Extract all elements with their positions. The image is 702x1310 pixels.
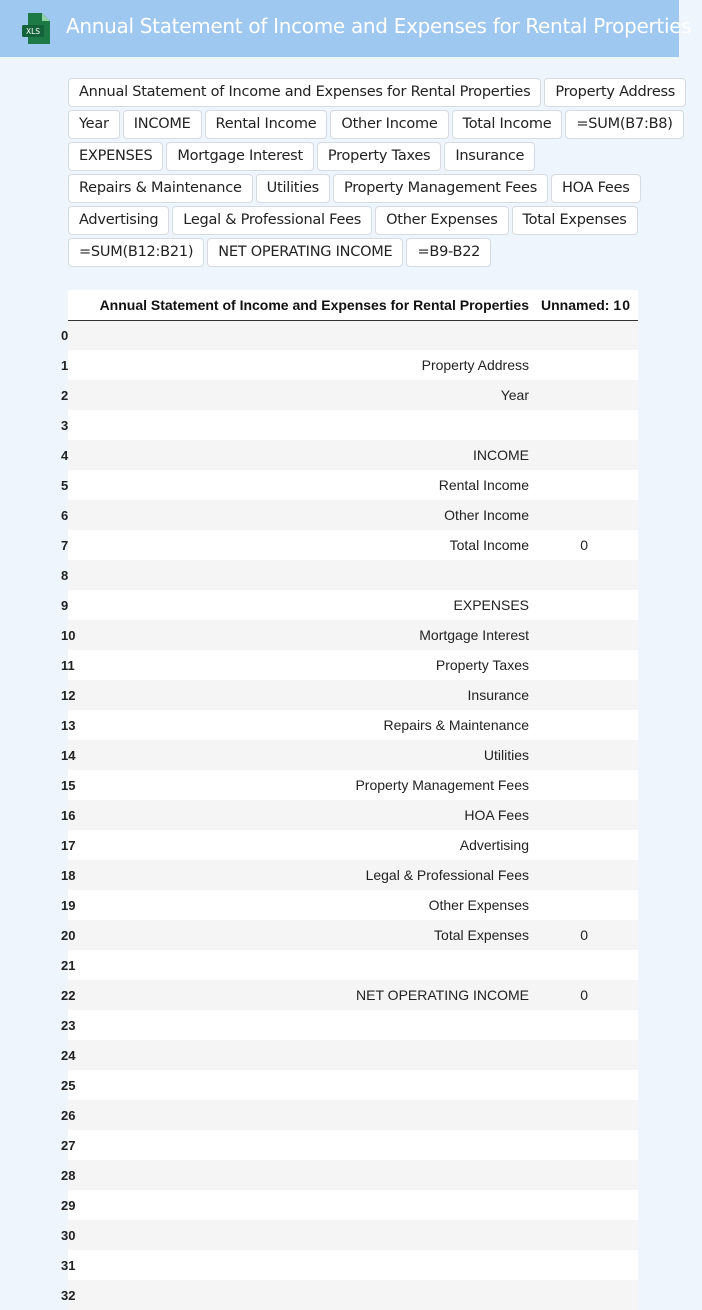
- row-index-cell: [61, 950, 80, 980]
- table-row: [68, 590, 638, 620]
- row-index-cell: [61, 860, 80, 890]
- unnamed-1-cell: [535, 350, 618, 380]
- zero-column-cell: [618, 650, 638, 680]
- table-row: [68, 440, 638, 470]
- row-index-cell: [61, 410, 80, 440]
- title-column-cell: [80, 1280, 535, 1310]
- row-index-cell: [61, 710, 80, 740]
- row-index-label: 9: [61, 597, 69, 613]
- cell-chip[interactable]: Property Taxes: [317, 142, 441, 171]
- unnamed-1-cell: [535, 770, 618, 800]
- cell-chip[interactable]: Other Income: [330, 110, 448, 139]
- cell-chip[interactable]: =SUM(B12:B21): [68, 238, 204, 267]
- unnamed-1-cell: [535, 470, 618, 500]
- table-row: [68, 920, 638, 950]
- title-column-cell: [80, 410, 535, 440]
- zero-column-cell: [618, 560, 638, 590]
- unnamed-1-cell: [535, 1190, 618, 1220]
- table-row: [68, 1250, 638, 1280]
- zero-column-cell: [618, 590, 638, 620]
- table-row: [68, 320, 638, 350]
- cell-chip[interactable]: Advertising: [68, 206, 169, 235]
- cell-chip[interactable]: Repairs & Maintenance: [68, 174, 253, 203]
- row-index-label: 3: [61, 417, 69, 433]
- row-index-label: 0: [61, 327, 69, 343]
- row-index-cell: [61, 440, 80, 470]
- cell-chip-list: [68, 78, 702, 267]
- title-column-cell: Insurance: [80, 680, 535, 710]
- row-index-cell: [61, 1130, 80, 1160]
- unnamed-1-cell: [535, 410, 618, 440]
- table-row: [68, 770, 638, 800]
- cell-chip[interactable]: Legal & Professional Fees: [172, 206, 372, 235]
- title-column-cell: Total Income: [80, 530, 535, 560]
- unnamed-1-cell: [535, 440, 618, 470]
- row-index-label: 16: [61, 807, 76, 823]
- unnamed-1-cell: [535, 560, 618, 590]
- unnamed-1-cell: [535, 1220, 618, 1250]
- title-column-cell: [80, 1100, 535, 1130]
- title-column-cell: [80, 950, 535, 980]
- row-index-label: 30: [61, 1227, 76, 1243]
- unnamed-1-cell: [535, 500, 618, 530]
- cell-chip[interactable]: EXPENSES: [68, 142, 163, 171]
- title-column-cell: Legal & Professional Fees: [80, 860, 535, 890]
- title-column-cell: [80, 320, 535, 350]
- title-column-cell: Property Taxes: [80, 650, 535, 680]
- row-index-cell: [61, 650, 80, 680]
- zero-column-cell: [618, 1010, 638, 1040]
- table-row: [68, 650, 638, 680]
- zero-column-cell: [618, 1100, 638, 1130]
- zero-column-cell: [618, 1280, 638, 1310]
- row-index-cell: [61, 590, 80, 620]
- row-index-label: 29: [61, 1197, 76, 1213]
- index-column-header: [68, 290, 80, 320]
- row-index-cell: [61, 470, 80, 500]
- row-index-cell: [61, 1100, 80, 1130]
- row-index-cell: [61, 830, 80, 860]
- row-index-cell: [61, 500, 80, 530]
- cell-chip[interactable]: Other Expenses: [375, 206, 508, 235]
- xls-icon-label: XLS: [25, 27, 41, 36]
- row-index-cell: [61, 1220, 80, 1250]
- row-index-cell: [61, 320, 80, 350]
- row-index-label: 26: [61, 1107, 76, 1123]
- row-index-cell: [61, 1040, 80, 1070]
- row-index-cell: [61, 1280, 80, 1310]
- row-index-label: 17: [61, 837, 76, 853]
- cell-chip[interactable]: HOA Fees: [551, 174, 641, 203]
- unnamed-1-cell: [535, 1100, 618, 1130]
- zero-column-cell: [618, 1160, 638, 1190]
- row-index-label: 27: [61, 1137, 76, 1153]
- row-index-label: 23: [61, 1017, 76, 1033]
- column-header-0: 0: [618, 290, 638, 320]
- table-row: [68, 830, 638, 860]
- zero-column-cell: [618, 1220, 638, 1250]
- unnamed-1-cell: [535, 1040, 618, 1070]
- cell-chip[interactable]: Annual Statement of Income and Expenses for Rental Properties: [68, 78, 541, 107]
- zero-column-cell: [618, 830, 638, 860]
- unnamed-1-cell: [535, 380, 618, 410]
- title-column-cell: Year: [80, 380, 535, 410]
- table-row: [68, 740, 638, 770]
- zero-column-cell: [618, 320, 638, 350]
- row-index-label: 28: [61, 1167, 76, 1183]
- table-row: [68, 410, 638, 440]
- cell-chip[interactable]: Mortgage Interest: [166, 142, 313, 171]
- row-index-cell: [61, 800, 80, 830]
- title-column-cell: [80, 1070, 535, 1100]
- table-row: [68, 620, 638, 650]
- row-index-cell: [61, 740, 80, 770]
- table-row: [68, 710, 638, 740]
- row-index-cell: [61, 1160, 80, 1190]
- row-index-label: 6: [61, 507, 69, 523]
- row-index-label: 2: [61, 387, 69, 403]
- table-row: [68, 680, 638, 710]
- unnamed-1-cell: [535, 1010, 618, 1040]
- row-index-cell: [61, 980, 80, 1010]
- zero-column-cell: [618, 1250, 638, 1280]
- cell-chip[interactable]: Year: [68, 110, 120, 139]
- app-header: [0, 0, 692, 57]
- table-row: [68, 890, 638, 920]
- column-header-unnamed-1: Unnamed: 1: [535, 290, 618, 320]
- row-index-label: 8: [61, 567, 69, 583]
- zero-column-cell: [618, 680, 638, 710]
- unnamed-1-cell: 0: [535, 920, 618, 950]
- table-row: [68, 560, 638, 590]
- unnamed-1-cell: 0: [535, 980, 618, 1010]
- zero-column-cell: [618, 860, 638, 890]
- sheet-table-container: [61, 290, 638, 1310]
- title-column-cell: Utilities: [80, 740, 535, 770]
- table-row: [68, 1010, 638, 1040]
- title-column-cell: HOA Fees: [80, 800, 535, 830]
- row-index-label: 19: [61, 897, 76, 913]
- row-index-cell: [61, 1190, 80, 1220]
- row-index-label: 32: [61, 1287, 76, 1303]
- title-column-cell: Other Income: [80, 500, 535, 530]
- table-row: [68, 980, 638, 1010]
- table-row: [68, 800, 638, 830]
- zero-column-cell: [618, 920, 638, 950]
- row-index-cell: [61, 380, 80, 410]
- title-column-cell: [80, 1160, 535, 1190]
- table-row: [68, 500, 638, 530]
- row-index-label: 15: [61, 777, 76, 793]
- table-row: [68, 1040, 638, 1070]
- unnamed-1-cell: [535, 740, 618, 770]
- title-column-cell: [80, 1250, 535, 1280]
- xls-file-icon: [22, 13, 50, 44]
- table-row: [68, 1220, 638, 1250]
- title-column-cell: [80, 1040, 535, 1070]
- zero-column-cell: [618, 440, 638, 470]
- unnamed-1-cell: [535, 320, 618, 350]
- table-row: [68, 470, 638, 500]
- row-index-cell: [61, 530, 80, 560]
- table-body: [61, 320, 638, 1310]
- zero-column-cell: [618, 800, 638, 830]
- zero-column-cell: [618, 1190, 638, 1220]
- zero-column-cell: [618, 770, 638, 800]
- table-row: [68, 530, 638, 560]
- row-index-cell: [61, 560, 80, 590]
- unnamed-1-cell: [535, 860, 618, 890]
- title-column-cell: NET OPERATING INCOME: [80, 980, 535, 1010]
- cell-chip[interactable]: Rental Income: [205, 110, 328, 139]
- title-column-cell: Repairs & Maintenance: [80, 710, 535, 740]
- zero-column-cell: [618, 950, 638, 980]
- table-row: [68, 1280, 638, 1310]
- table-row: [68, 380, 638, 410]
- title-column-cell: Other Expenses: [80, 890, 535, 920]
- sheet-table: [61, 290, 638, 1310]
- title-column-cell: Property Management Fees: [80, 770, 535, 800]
- unnamed-1-cell: [535, 800, 618, 830]
- unnamed-1-cell: [535, 1130, 618, 1160]
- column-header-title: Annual Statement of Income and Expenses for Rental Properties: [80, 290, 535, 320]
- row-index-label: 14: [61, 747, 76, 763]
- cell-chip[interactable]: =B9-B22: [406, 238, 491, 267]
- cell-chip[interactable]: Utilities: [256, 174, 330, 203]
- row-index-label: 22: [61, 987, 76, 1003]
- title-column-cell: INCOME: [80, 440, 535, 470]
- unnamed-1-cell: [535, 710, 618, 740]
- title-column-cell: [80, 1190, 535, 1220]
- table-row: [68, 860, 638, 890]
- unnamed-1-cell: [535, 950, 618, 980]
- title-column-cell: [80, 1220, 535, 1250]
- row-index-label: 7: [61, 537, 69, 553]
- row-index-label: 18: [61, 867, 76, 883]
- table-row: [68, 350, 638, 380]
- cell-chip[interactable]: Total Income: [452, 110, 563, 139]
- unnamed-1-cell: [535, 680, 618, 710]
- row-index-label: 25: [61, 1077, 76, 1093]
- title-column-cell: [80, 560, 535, 590]
- row-index-cell: [61, 770, 80, 800]
- cell-chip[interactable]: Insurance: [444, 142, 535, 171]
- zero-column-cell: [618, 350, 638, 380]
- row-index-cell: [61, 890, 80, 920]
- row-index-cell: [61, 1010, 80, 1040]
- cell-chip[interactable]: Total Expenses: [512, 206, 638, 235]
- zero-column-cell: [618, 380, 638, 410]
- zero-column-cell: [618, 500, 638, 530]
- table-header-row: [68, 290, 638, 320]
- unnamed-1-cell: [535, 620, 618, 650]
- zero-column-cell: [618, 1130, 638, 1160]
- cell-chip[interactable]: INCOME: [123, 110, 202, 139]
- title-column-cell: [80, 1130, 535, 1160]
- row-index-label: 31: [61, 1257, 76, 1273]
- row-index-label: 10: [61, 627, 76, 643]
- table-row: [68, 1190, 638, 1220]
- row-index-label: 4: [61, 447, 69, 463]
- page-title: Annual Statement of Income and Expenses for Rental Properties: [66, 14, 692, 38]
- row-index-label: 1: [61, 357, 69, 373]
- table-row: [68, 950, 638, 980]
- title-column-cell: Mortgage Interest: [80, 620, 535, 650]
- zero-column-cell: [618, 1070, 638, 1100]
- row-index-label: 21: [61, 957, 76, 973]
- zero-column-cell: [618, 410, 638, 440]
- table-row: [68, 1100, 638, 1130]
- zero-column-cell: [618, 470, 638, 500]
- row-index-label: 24: [61, 1047, 76, 1063]
- row-index-label: 20: [61, 927, 76, 943]
- cell-chip[interactable]: Property Management Fees: [333, 174, 548, 203]
- row-index-cell: [61, 1250, 80, 1280]
- title-column-cell: Rental Income: [80, 470, 535, 500]
- title-column-cell: Property Address: [80, 350, 535, 380]
- title-column-cell: Total Expenses: [80, 920, 535, 950]
- unnamed-1-cell: [535, 1250, 618, 1280]
- zero-column-cell: [618, 980, 638, 1010]
- unnamed-1-cell: [535, 1280, 618, 1310]
- title-column-cell: Advertising: [80, 830, 535, 860]
- row-index-cell: [61, 920, 80, 950]
- unnamed-1-cell: [535, 830, 618, 860]
- row-index-cell: [61, 620, 80, 650]
- unnamed-1-cell: [535, 650, 618, 680]
- title-column-cell: [80, 1010, 535, 1040]
- row-index-label: 11: [61, 657, 75, 673]
- unnamed-1-cell: [535, 1070, 618, 1100]
- unnamed-1-cell: [535, 890, 618, 920]
- table-row: [68, 1130, 638, 1160]
- row-index-cell: [61, 1070, 80, 1100]
- row-index-label: 12: [61, 687, 76, 703]
- zero-column-cell: [618, 710, 638, 740]
- unnamed-1-cell: [535, 1160, 618, 1190]
- row-index-label: 5: [61, 477, 69, 493]
- unnamed-1-cell: [535, 590, 618, 620]
- zero-column-cell: [618, 740, 638, 770]
- cell-chip[interactable]: NET OPERATING INCOME: [207, 238, 403, 267]
- table-row: [68, 1160, 638, 1190]
- row-index-cell: [61, 680, 80, 710]
- zero-column-cell: [618, 530, 638, 560]
- row-index-cell: [61, 350, 80, 380]
- unnamed-1-cell: 0: [535, 530, 618, 560]
- table-row: [68, 1070, 638, 1100]
- row-index-label: 13: [61, 717, 76, 733]
- zero-column-cell: [618, 890, 638, 920]
- zero-column-cell: [618, 620, 638, 650]
- title-column-cell: EXPENSES: [80, 590, 535, 620]
- cell-chip[interactable]: Property Address: [544, 78, 686, 107]
- zero-column-cell: [618, 1040, 638, 1070]
- cell-chip[interactable]: =SUM(B7:B8): [565, 110, 683, 139]
